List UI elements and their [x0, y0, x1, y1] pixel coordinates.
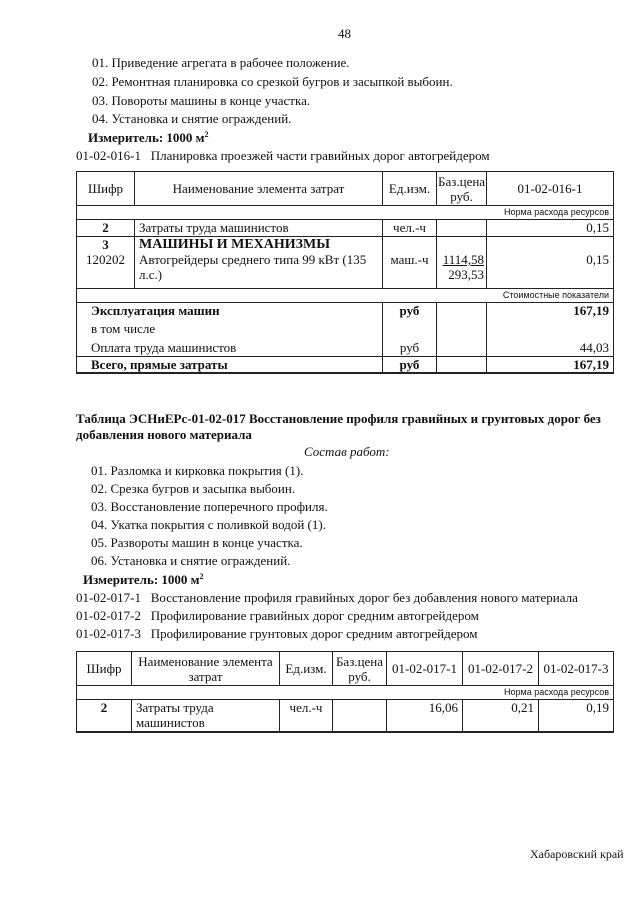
code-017: 01-02-017-2 — [76, 608, 141, 623]
cell-value-017-2: 0,21 — [463, 700, 539, 732]
header-code: Шифр — [77, 172, 135, 206]
header-col-017-2: 01-02-017-2 — [463, 652, 539, 686]
code-017-line — [76, 590, 578, 606]
cost-value: 167,19 — [487, 356, 614, 373]
header-col-017-1: 01-02-017-1 — [387, 652, 463, 686]
meter-2-sup: 2 — [199, 572, 204, 581]
cell-price — [437, 237, 487, 253]
header-price: Баз.цена руб. — [333, 652, 387, 686]
cost-label-row — [77, 288, 614, 302]
code-017-text: Восстановление профиля гравийных дорог без добавления нового материала — [150, 590, 578, 605]
footer-region: Хабаровский край — [530, 847, 624, 861]
cost-unit: руб — [383, 302, 437, 318]
cost-unit: руб — [383, 356, 437, 373]
code-017: 01-02-017-3 — [76, 626, 141, 641]
cost-row-total — [77, 356, 614, 373]
cell-value — [487, 237, 614, 253]
work-item: 03. Восстановление поперечного профиля. — [91, 499, 328, 514]
cost-price — [437, 338, 487, 357]
intro-item: 02. Ремонтная планировка со срезкой бугров и засыпкой выбоин. — [92, 74, 453, 89]
norm-row — [77, 686, 614, 700]
header-unit: Ед.изм. — [280, 652, 333, 686]
cost-row — [77, 302, 614, 318]
header-name: Наименование элемента затрат — [135, 172, 383, 206]
cost-label: Стоимостные показатели — [77, 288, 614, 302]
table-row-labor — [77, 700, 614, 732]
code-017: 01-02-017-1 — [76, 590, 141, 605]
cost-row — [77, 318, 614, 338]
cost-value: 167,19 — [487, 302, 614, 318]
page-number: 48 — [338, 26, 351, 41]
cell-code: 120202 — [77, 252, 135, 288]
cell-price — [437, 220, 487, 237]
code-016-text: Планировка проезжей части гравийных дорог автогрейдером — [150, 148, 490, 163]
cell-unit: чел.-ч — [280, 700, 333, 732]
cell-value: 0,15 — [487, 252, 614, 288]
code-017-text: Профилирование грунтовых дорог средним автогрейдером — [150, 626, 478, 641]
table-row-machines-header — [77, 237, 614, 253]
cell-value-017-3: 0,19 — [539, 700, 614, 732]
norm-label: Норма расхода ресурсов — [77, 206, 614, 220]
cost-name: Эксплуатация машин — [77, 302, 383, 318]
cell-name: Затраты труда машинистов — [132, 700, 280, 732]
cell-unit — [383, 237, 437, 253]
header-code: Шифр — [77, 652, 132, 686]
cell-name: МАШИНЫ И МЕХАНИЗМЫ — [135, 237, 383, 253]
cell-name: Автогрейдеры среднего типа 99 кВт (135 л.с.) — [135, 252, 383, 288]
intro-item: 01. Приведение агрегата в рабочее положение. — [92, 55, 350, 70]
cell-code: 2 — [77, 220, 135, 237]
table-title: Таблица ЭСНиЕРс-01-02-017 Восстановление профиля гравийных и грунтовых дорог без добавления нового материала — [76, 411, 601, 442]
cost-value — [487, 318, 614, 338]
intro-item: 03. Повороты машины в конце участка. — [92, 93, 311, 108]
cell-price — [333, 700, 387, 732]
norm-label: Норма расхода ресурсов — [77, 686, 614, 700]
code-017-line — [76, 608, 479, 624]
cost-name: Оплата труда машинистов — [77, 338, 383, 357]
cell-code: 2 — [77, 700, 132, 732]
works-heading: Состав работ: — [304, 444, 390, 459]
work-item: 06. Установка и снятие ограждений. — [91, 553, 291, 568]
cost-unit: руб — [383, 338, 437, 357]
code-017-text: Профилирование гравийных дорог средним автогрейдером — [150, 608, 479, 623]
resource-table-017 — [76, 651, 614, 733]
meter-2-label: Измеритель: 1000 м — [83, 572, 200, 587]
meter-1 — [88, 130, 209, 146]
work-item: 04. Укатка покрытия с поливкой водой (1). — [91, 517, 326, 532]
meter-1-sup: 2 — [204, 130, 209, 139]
cost-name: Всего, прямые затраты — [77, 356, 383, 373]
norm-row — [77, 206, 614, 220]
cell-price — [437, 252, 487, 288]
cost-price — [437, 318, 487, 338]
price-1: 1114,58 — [442, 252, 484, 267]
work-item: 05. Развороты машин в конце участка. — [91, 535, 303, 550]
cell-unit: маш.-ч — [383, 252, 437, 288]
header-name: Наименование элемента затрат — [132, 652, 280, 686]
price-2: 293,53 — [448, 267, 484, 282]
intro-item: 04. Установка и снятие ограждений. — [92, 111, 292, 126]
work-item: 02. Срезка бугров и засыпка выбоин. — [91, 481, 296, 496]
meter-1-label: Измеритель: 1000 м — [88, 130, 205, 145]
meter-2 — [83, 572, 204, 588]
header-unit: Ед.изм. — [383, 172, 437, 206]
code-017-line — [76, 626, 477, 642]
cell-code: 3 — [77, 237, 135, 253]
table-row-labor — [77, 220, 614, 237]
cell-value-017-1: 16,06 — [387, 700, 463, 732]
header-price: Баз.цена руб. — [438, 173, 486, 204]
code-016-line — [76, 148, 490, 164]
header-col-016-1: 01-02-016-1 — [487, 172, 614, 206]
cell-unit: чел.-ч — [383, 220, 437, 237]
header-col-017-3: 01-02-017-3 — [539, 652, 614, 686]
cost-row — [77, 338, 614, 357]
cell-value: 0,15 — [487, 220, 614, 237]
cell-name: Затраты труда машинистов — [135, 220, 383, 237]
cost-price — [437, 302, 487, 318]
cost-price — [437, 356, 487, 373]
resource-table-016 — [76, 171, 614, 374]
table-row-machine — [77, 252, 614, 288]
code-016: 01-02-016-1 — [76, 148, 141, 163]
work-item: 01. Разломка и кирковка покрытия (1). — [91, 463, 304, 478]
table-header-row — [77, 172, 614, 206]
cost-name: в том числе — [77, 318, 383, 338]
table-header-row — [77, 652, 614, 686]
cost-value: 44,03 — [487, 338, 614, 357]
cost-unit — [383, 318, 437, 338]
